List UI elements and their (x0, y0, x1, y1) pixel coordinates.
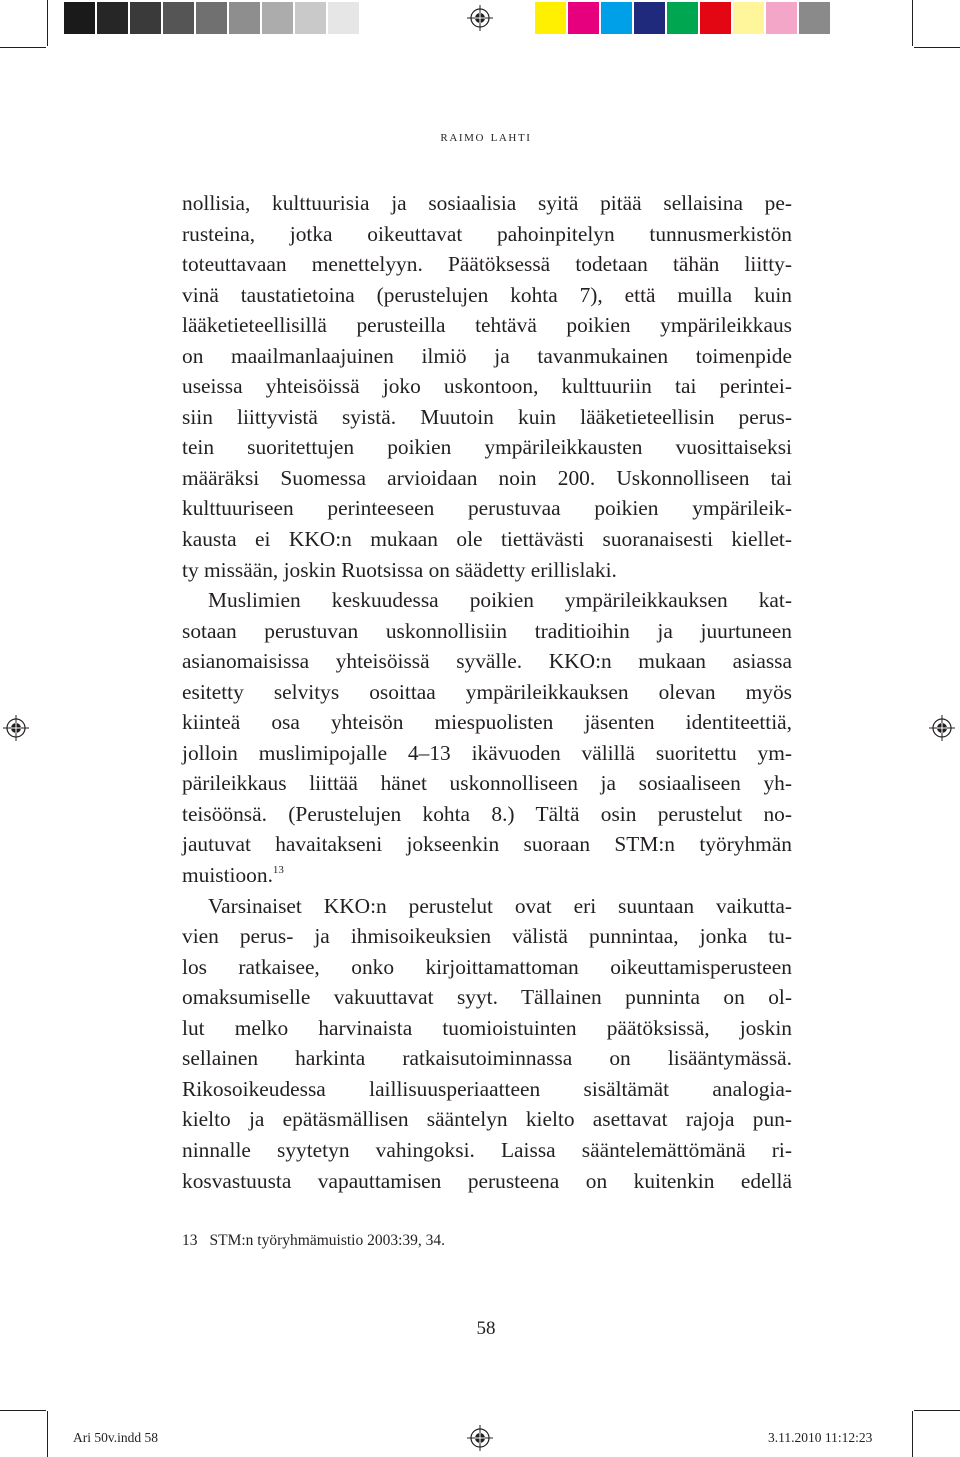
body-line-text: lut melko harvinaista tuomioistuinten päätöksissä, joskin (182, 1015, 792, 1040)
page-number: 58 (476, 1318, 496, 1339)
body-line-text: siin liittyvistä syistä. Muutoin kuin lääketieteellisin perus- (182, 404, 792, 429)
grayscale-swatch (196, 2, 227, 34)
body-line (182, 402, 792, 433)
body-line (182, 219, 792, 250)
body-line (182, 432, 792, 463)
crop-mark-top-left-v (47, 0, 48, 46)
body-line-text: kielto ja epätäsmällisen sääntelyn kielto asettavat rajoja pun- (182, 1107, 792, 1132)
body-line (182, 1104, 792, 1135)
body-line (182, 799, 792, 830)
body-line (182, 768, 792, 799)
body-line-text: kausta ei KKO:n mukaan ole tiettävästi suoranaisesti kiellet- (182, 527, 792, 552)
grayscale-color-bar (64, 0, 361, 36)
body-line (182, 371, 792, 402)
crop-mark-bottom-right-h (914, 1410, 960, 1411)
body-line-text: on maailmanlaajuinen ilmiö ja tavanmukainen toimenpide (182, 343, 792, 368)
body-line-text: vinä taustatietoina (perustelujen kohta 7), että muilla kuin (182, 282, 792, 307)
body-line-text: pärileikkaus liittää hänet uskonnolliseen ja sosiaaliseen yh- (182, 771, 792, 796)
body-line (182, 188, 792, 219)
body-line (182, 1074, 792, 1105)
grayscale-swatch (295, 2, 326, 34)
body-line-text: kulttuuriseen perinteeseen perustuvaa poikien ympärileik- (182, 496, 792, 521)
body-line (182, 585, 792, 616)
slug-file: Ari 50v.indd 58 (73, 1430, 158, 1445)
body-line-text: Varsinaiset KKO:n perustelut ovat eri suuntaan vaikutta- (208, 893, 792, 918)
body-line-text: ninnalle syytetyn vahingoksi. Laissa sääntelemättömänä ri- (182, 1137, 792, 1162)
grayscale-swatch (229, 2, 260, 34)
body-line-text: Muslimien keskuudessa poikien ympärileikkauksen kat- (208, 588, 792, 613)
footnote (182, 1232, 445, 1250)
body-line (182, 555, 792, 586)
body-line (182, 677, 792, 708)
crop-mark-bottom-right-v (912, 1411, 913, 1457)
body-line-text: asianomaisissa yhteisöissä syvälle. KKO:n mukaan asiassa (182, 649, 792, 674)
running-head: raimo lahti (440, 128, 532, 145)
body-line (182, 891, 792, 922)
crop-mark-bottom-left-h (0, 1410, 46, 1411)
crop-mark-top-right-h (914, 47, 960, 48)
body-line (182, 463, 792, 494)
body-text (182, 188, 792, 1196)
body-line (182, 341, 792, 372)
crop-mark-top-left-h (0, 47, 46, 48)
body-line (182, 829, 792, 860)
body-line (182, 280, 792, 311)
registration-mark-right-icon (929, 715, 955, 741)
body-line (182, 1135, 792, 1166)
body-line-text: useissa yhteisöissä joko uskontoon, kulttuuriin tai perintei- (182, 374, 792, 399)
body-line-text: lääketieteellisillä perusteilla tehtävä poikien ympärileikkaus (182, 313, 792, 338)
registration-mark-top-icon (467, 5, 493, 31)
process-swatch (799, 2, 830, 34)
body-line (182, 1043, 792, 1074)
body-line-text: vien perus- ja ihmisoikeuksien välistä punnintaa, jonka tu- (182, 924, 792, 949)
process-swatch (634, 2, 665, 34)
slug-datetime: 3.11.2010 11:12:23 (768, 1430, 873, 1445)
body-line-text: toteuttavaan menettelyyn. Päätöksessä todetaan tähän liitty- (182, 252, 792, 277)
grayscale-swatch (163, 2, 194, 34)
grayscale-swatch (97, 2, 128, 34)
process-swatch (667, 2, 698, 34)
process-swatch (601, 2, 632, 34)
body-line-text: kosvastuusta vapauttamisen perusteena on kuitenkin edellä (182, 1168, 792, 1193)
body-line-text: teisöönsä. (Perustelujen kohta 8.) Tältä osin perustelut no- (182, 801, 792, 826)
registration-mark-left-icon (3, 715, 29, 741)
body-line-text: nollisia, kulttuurisia ja sosiaalisia syitä pitää sellaisina pe- (182, 191, 792, 215)
body-line-text: los ratkaisee, onko kirjoittamattoman oikeuttamisperusteen (182, 954, 792, 979)
body-line (182, 707, 792, 738)
body-line (182, 310, 792, 341)
body-line (182, 616, 792, 647)
body-line-text: tein suoritettujen poikien ympärileikkausten vuosittaiseksi (182, 435, 792, 460)
body-line (182, 738, 792, 769)
body-line-text: sellainen harkinta ratkaisutoiminnassa on lisääntymässä. (182, 1046, 792, 1071)
body-line (182, 952, 792, 983)
process-swatch (766, 2, 797, 34)
footnote-reference[interactable]: 13 (272, 864, 284, 877)
grayscale-swatch (328, 2, 359, 34)
grayscale-swatch (130, 2, 161, 34)
body-line-text: sotaan perustuvan uskonnollisiin traditioihin ja juurtuneen (182, 618, 792, 643)
body-line-text: esitetty selvitys osoittaa ympärileikkauksen olevan myös (182, 679, 792, 704)
process-swatch (568, 2, 599, 34)
body-line-text: omaksumiselle vakuuttavat syyt. Tällainen punninta on ol- (182, 985, 792, 1010)
crop-mark-bottom-left-v (47, 1411, 48, 1457)
body-line (182, 860, 792, 891)
footnote-number: 13 (182, 1232, 198, 1249)
body-line-text: Rikosoikeudessa laillisuusperiaatteen sisältämät analogia- (182, 1076, 792, 1101)
body-line (182, 921, 792, 952)
body-line (182, 249, 792, 280)
body-line-text: ty missään, joskin Ruotsissa on säädetty erillislaki. (182, 557, 617, 582)
crop-mark-top-right-v (912, 0, 913, 46)
body-line (182, 646, 792, 677)
body-line (182, 493, 792, 524)
process-swatch (733, 2, 764, 34)
process-color-bar (535, 0, 832, 36)
process-swatch (700, 2, 731, 34)
process-swatch (535, 2, 566, 34)
grayscale-swatch (64, 2, 95, 34)
body-line-text: jolloin muslimipojalle 4–13 ikävuoden välillä suoritettu ym- (182, 740, 792, 765)
registration-mark-bottom-icon (467, 1425, 493, 1451)
body-line-text: jautuvat havaitakseni jokseenkin suoraan STM:n työryhmän (182, 832, 792, 857)
body-line-text: rusteina, jotka oikeuttavat pahoinpitelyn tunnusmerkistön (182, 221, 792, 246)
body-line-text: kiinteä osa yhteisön miespuolisten jäsenten identiteettiä, (182, 710, 792, 735)
body-line (182, 1166, 792, 1197)
body-line-text: muistioon. (182, 863, 273, 888)
body-line (182, 1013, 792, 1044)
body-line (182, 524, 792, 555)
footnote-text: STM:n työryhmämuistio 2003:39, 34. (209, 1232, 446, 1249)
body-line-text: määräksi Suomessa arvioidaan noin 200. Uskonnolliseen tai (182, 465, 792, 490)
body-line (182, 982, 792, 1013)
grayscale-swatch (262, 2, 293, 34)
